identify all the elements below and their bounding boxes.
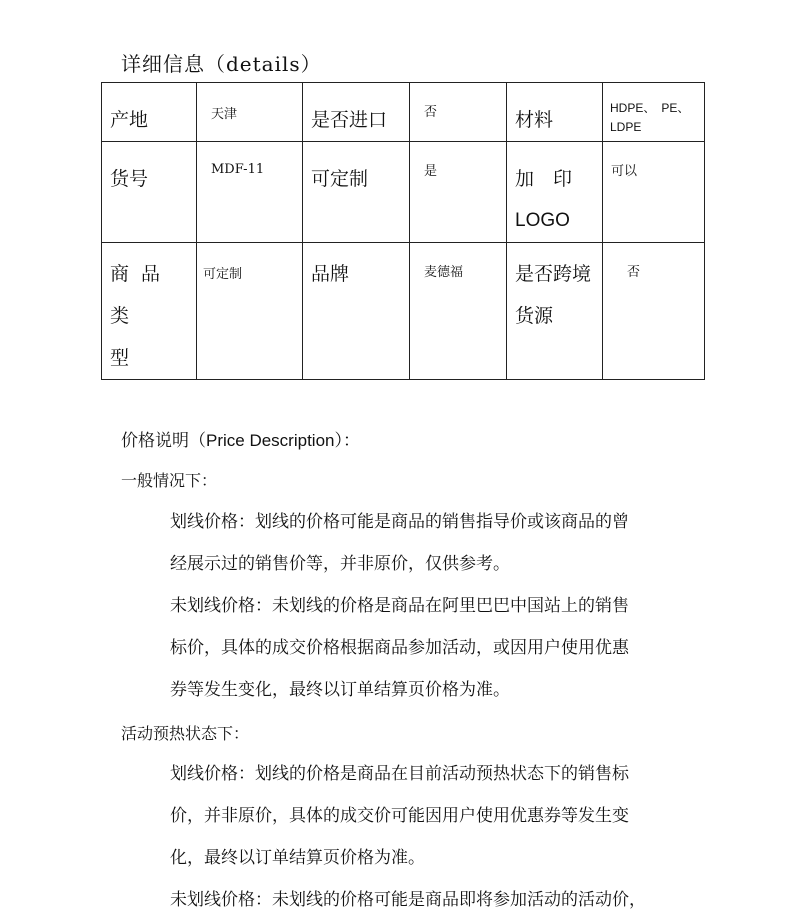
logo-value: 可以 [603,142,705,243]
details-table [101,82,705,380]
import-label: 是否进口 [303,83,410,142]
import-value: 否 [410,83,507,142]
brand-value: 麦德福 [410,243,507,380]
details-heading: 详细信息（details） [121,52,322,76]
custom-value: 是 [410,142,507,243]
item-no-label: 货号 [102,142,197,243]
price-description-title: 价格说明（Price Description）： [121,431,360,451]
table-row [102,83,705,142]
material-value: HDPE、 PE、 LDPE [603,83,705,142]
type-value: 可定制 [197,243,303,380]
origin-label: 产地 [102,83,197,142]
normal-case-heading: 一般情况下： [121,471,218,490]
preheat-heading: 活动预热状态下： [121,724,250,743]
item-no-value: MDF-11 [197,142,303,243]
table-row [102,142,705,243]
origin-value: 天津 [197,83,303,142]
table-row [102,243,705,380]
type-label: 商品类 型 [102,243,197,380]
custom-label: 可定制 [303,142,410,243]
material-label: 材料 [507,83,603,142]
list-item: 划线价格：划线的价格可能是商品的销售指导价或该商品的曾 经展示过的销售价等，并非原价，仅供参考。 [170,512,629,574]
list-item: 未划线价格：未划线的价格是商品在阿里巴巴中国站上的销售 标价，具体的成交价格根据商品参加活动，或因用户使用优惠 券等发生变化，最终以订单结算页价格为准。 [170,596,629,700]
cross-border-label: 是否跨境 货源 [507,243,603,380]
cross-border-value: 否 [603,243,705,380]
brand-label: 品牌 [303,243,410,380]
list-item: 未划线价格：未划线的价格可能是商品即将参加活动的活动价， [170,890,646,910]
list-item: 划线价格：划线的价格是商品在目前活动预热状态下的销售标 价，并非原价，具体的成交价可能因用户使用优惠券等发生变 化，最终以订单结算页价格为准。 [170,764,629,868]
logo-label: 加 印 LOGO [507,142,603,243]
